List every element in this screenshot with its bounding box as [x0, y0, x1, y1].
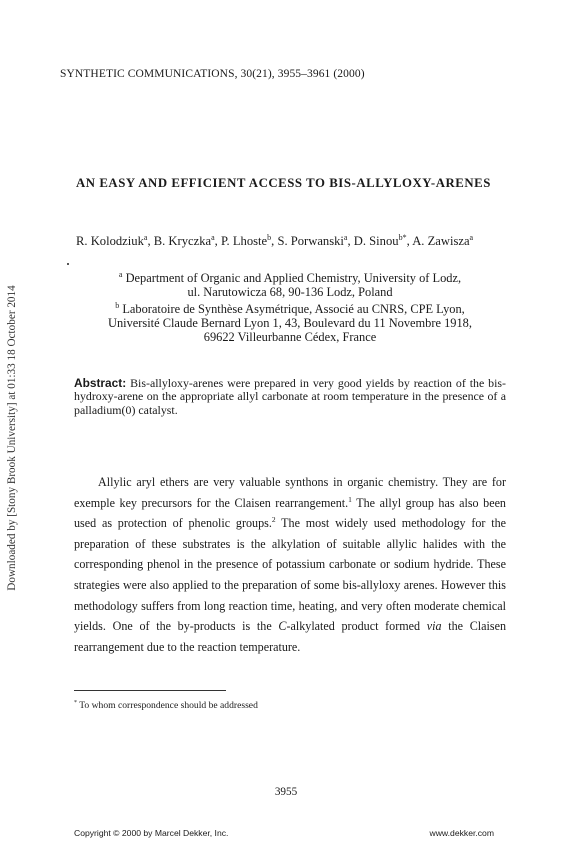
author-affiliation-mark: b	[267, 233, 272, 242]
affiliation-mark: b	[115, 301, 120, 311]
reference-mark: 2	[271, 515, 276, 525]
footnote-mark: *	[74, 700, 77, 706]
affiliation-line: Université Claude Bernard Lyon 1, 43, Boulevard du 11 Novembre 1918,	[108, 316, 472, 331]
stray-dot	[67, 263, 69, 265]
reference-mark: 1	[348, 494, 352, 504]
author-name: A. Zawisza	[412, 234, 470, 249]
footnote-divider	[74, 690, 226, 691]
author-name: P. Lhoste	[220, 234, 268, 249]
page-number: 3955	[274, 786, 298, 798]
journal-citation: SYNTHETIC COMMUNICATIONS, 30(21), 3955–3961 (2000)	[60, 68, 365, 80]
copyright-notice: Copyright © 2000 by Marcel Dekker, Inc.	[74, 828, 229, 838]
download-watermark	[4, 248, 20, 628]
author-list: R. Kolodziuk$^a$, B. Kryczka$^a$, P. Lhoste$^b$, S. Porwanski$^a$, D. Sinou$^{b*}$, A. Zawisza$^a$	[76, 233, 474, 249]
abstract-label: Abstract:	[74, 376, 127, 390]
publisher-website: www.dekker.com	[429, 828, 494, 838]
download-watermark-text: Downloaded by [Stony Brook University] at 01:33 18 October 2014	[6, 285, 18, 591]
author-name: D. Sinou	[353, 234, 399, 249]
abstract-text: Bis-allyloxy-arenes were prepared in very good yields by reaction of the bis-hydroxy-arene on the appropriate allyl carbonate at room temperature in the presence of a palladium(0) catalyst.	[74, 376, 506, 417]
author-name: B. Kryczka	[153, 234, 212, 249]
author-affiliation-mark: b*	[398, 233, 407, 242]
affiliation-line: 69622 Villeurbanne Cédex, France	[203, 329, 377, 344]
author-name: S. Porwanski	[277, 234, 344, 249]
author-affiliation-mark: a	[211, 233, 215, 242]
article-title: AN EASY AND EFFICIENT ACCESS TO BIS-ALLYLOXY-ARENES	[76, 176, 491, 190]
affiliation-mark: a	[118, 270, 123, 279]
affiliation-line: $^b$ Laboratoire de Synthèse Asymétrique, Associé au CNRS, CPE Lyon,	[115, 301, 465, 317]
abstract	[74, 377, 506, 417]
affiliation-line: $^a$ Department of Organic and Applied Chemistry, University of Lodz,	[118, 270, 462, 286]
author-affiliation-mark: a	[143, 233, 148, 242]
affiliation-line: ul. Narutowicza 68, 90-136 Lodz, Poland	[187, 284, 393, 299]
author-affiliation-mark: a	[343, 233, 348, 242]
affiliations	[80, 268, 500, 344]
footnote-text: To whom correspondence should be addressed	[79, 700, 258, 712]
body-paragraph: Allylic aryl ethers are very valuable synthons in organic chemistry. They are for exemple key precursors for the Claisen rearrangement.$^1$ The allyl group has also been used as protection of phenolic groups.$^2$ The most widely used methodology for the preparation of these substrates is the alkylation of suitable allylic halides with the corresponding phenol in the presence of potassium carbonate or sodium hydride. These strategies were also applied to the preparation of some bis-allyloxy arenes. However this methodology suffers from long reaction time, heating, and very often moderate chemical yields. One of the by-products is the C-alkylated product formed via the Claisen rearrangement due to the reaction temperature.	[74, 475, 507, 654]
author-affiliation-mark: a	[469, 233, 474, 242]
footnote	[74, 700, 258, 711]
author-name: R. Kolodziuk	[76, 234, 144, 249]
